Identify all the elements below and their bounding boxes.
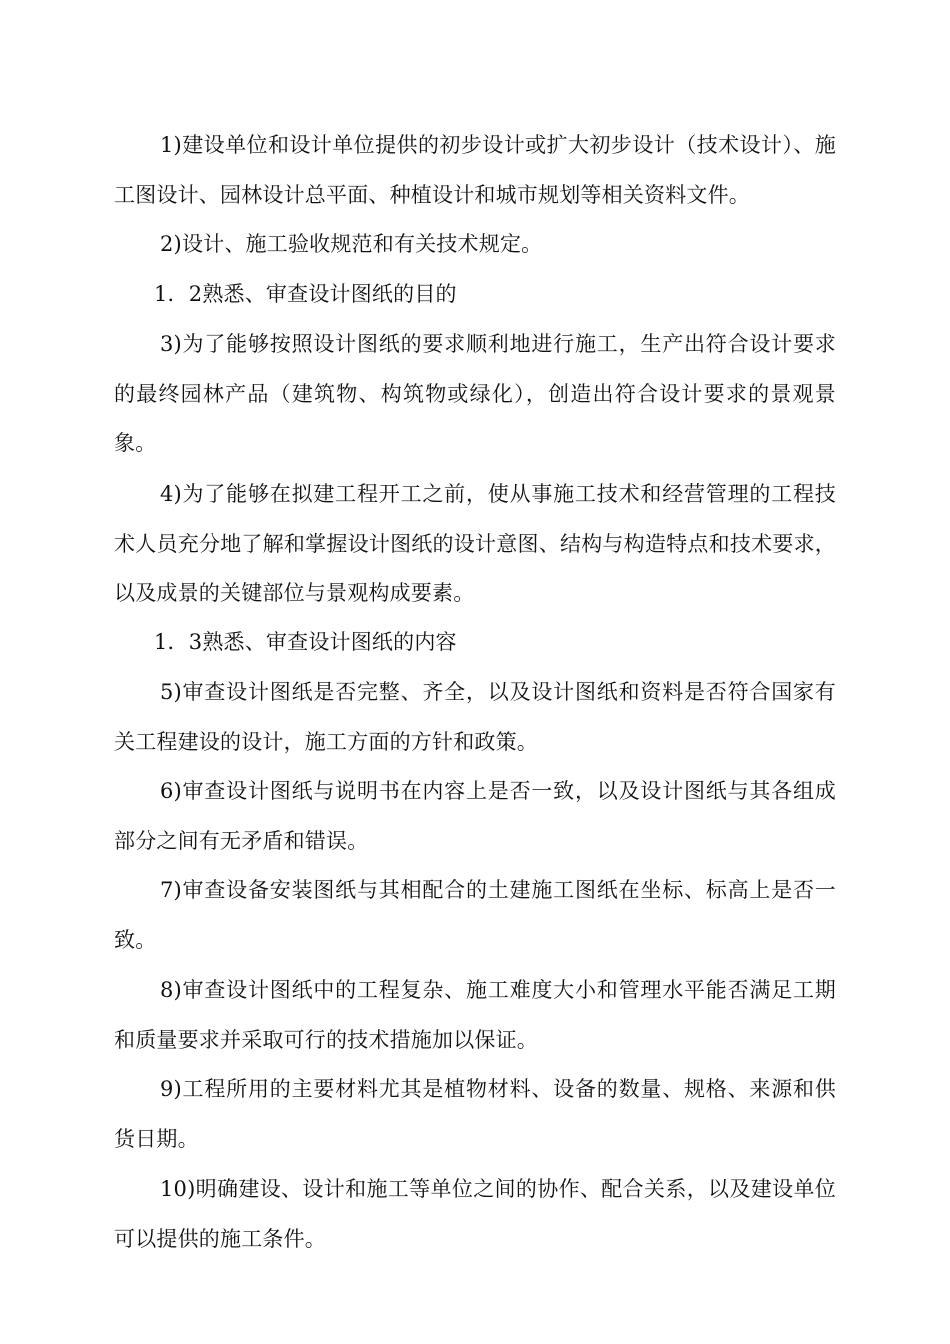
paragraph-7: 7)审查设备安装图纸与其相配合的土建施工图纸在坐标、标高上是否一致。 [114,878,836,952]
paragraph-4: 4)为了能够在拟建工程开工之前，使从事施工技术和经营管理的工程技术人员充分地了解和掌握设计图纸的设计意图、结构与构造特点和技术要求，以及成景的关键部位与景观构成要素。 [114,482,836,605]
paragraph-10: 10)明确建设、设计和施工等单位之间的协作、配合关系，以及建设单位可以提供的施工条件。 [114,1177,836,1251]
section-heading-1-2: 1．2熟悉、审查设计图纸的目的 [154,282,457,306]
paragraph-1: 1)建设单位和设计单位提供的初步设计或扩大初步设计（技术设计）、施工图设计、园林设计总平面、种植设计和城市规划等相关资料文件。 [114,133,836,207]
paragraph-5: 5)审查设计图纸是否完整、齐全，以及设计图纸和资料是否符合国家有关工程建设的设计，施工方面的方针和政策。 [114,680,836,754]
paragraph-9: 9)工程所用的主要材料尤其是植物材料、设备的数量、规格、来源和供货日期。 [114,1077,836,1151]
section-heading-1-3: 1．3熟悉、审查设计图纸的内容 [154,630,457,654]
paragraph-3: 3)为了能够按照设计图纸的要求顺利地进行施工，生产出符合设计要求的最终园林产品（建筑物、构筑物或绿化），创造出符合设计要求的景观景象。 [114,332,836,455]
paragraph-8: 8)审查设计图纸中的工程复杂、施工难度大小和管理水平能否满足工期和质量要求并采取可行的技术措施加以保证。 [114,978,836,1052]
paragraph-6: 6)审查设计图纸与说明书在内容上是否一致，以及设计图纸与其各组成部分之间有无矛盾和错误。 [114,779,836,853]
paragraph-2: 2)设计、施工验收规范和有关技术规定。 [160,232,543,256]
